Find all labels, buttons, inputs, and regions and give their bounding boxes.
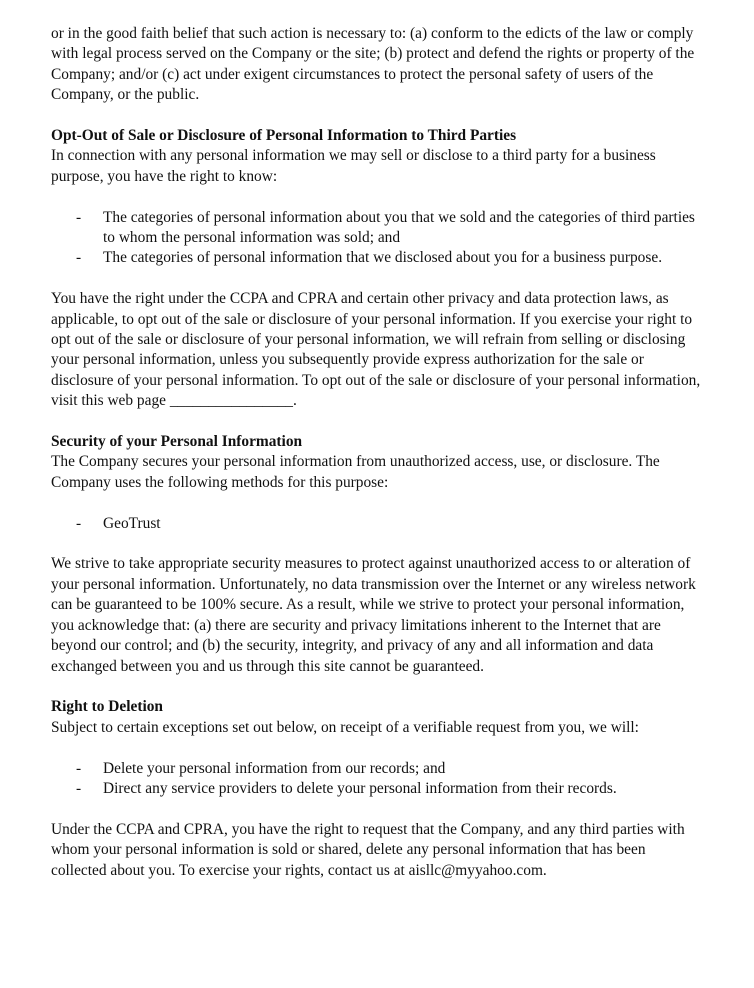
section-lead: Subject to certain exceptions set out below, on receipt of a verifiable request from you, we will: [51, 718, 639, 736]
list-item-text: Delete your personal information from our records; and [103, 759, 446, 777]
list-item [51, 514, 701, 534]
list-item [51, 248, 701, 268]
list-item [51, 759, 701, 779]
paragraph-gap [51, 269, 701, 289]
bullet-list [51, 514, 701, 534]
list-item [51, 208, 701, 249]
bullet-list [51, 208, 701, 269]
paragraph-gap [51, 187, 701, 207]
paragraph-gap [51, 412, 701, 432]
list-item-text: Direct any service providers to delete your personal information from their records. [103, 779, 617, 797]
paragraph-gap [51, 677, 701, 697]
section-closing: Under the CCPA and CPRA, you have the right to request that the Company, and any third parties with whom your personal information is sold or shared, delete any personal information that has been collected about you. To exercise your rights, contact us at aisllc@myyahoo.com. [51, 820, 685, 879]
section-heading: Security of your Personal Information [51, 433, 303, 451]
list-item [51, 779, 701, 799]
list-item-text: The categories of personal information about you that we sold and the categories of third parties to whom the personal information was sold; and [103, 208, 695, 247]
section-closing: You have the right under the CCPA and CPRA and certain other privacy and data protection laws, as applicable, to opt out of the sale or disclosure of your personal information. If you exercise your right to opt out of the sale or disclosure of your personal information, we will refrain from selling or disclosing your personal information, unless you subsequently provide express authorization for the sale or disclosure of your personal information. To opt out of the sale or disclosure of your personal information, visit this web page ________________. [51, 290, 701, 410]
dash-marker: - [76, 208, 82, 226]
section-heading: Opt-Out of Sale or Disclosure of Personal Information to Third Parties [51, 127, 517, 145]
section-heading: Right to Deletion [51, 698, 163, 716]
section-lead: The Company secures your personal information from unauthorized access, use, or disclosure. The Company uses the following methods for this purpose: [51, 453, 660, 491]
dash-marker: - [76, 779, 82, 797]
dash-marker: - [76, 514, 82, 532]
section-closing: We strive to take appropriate security measures to protect against unauthorized access to or alteration of your personal information. Unfortunately, no data transmission over the Internet or any wireless network can be guaranteed to be 100% secure. As a result, while we strive to protect your personal information, you acknowledge that: (a) there are security and privacy limitations inherent to the Internet that are beyond our control; and (b) the security, integrity, and privacy of any and all information and data exchanged between you and us through this site cannot be guaranteed. [51, 555, 696, 675]
paragraph-gap [51, 534, 701, 554]
dash-marker: - [76, 759, 82, 777]
list-item-text: GeoTrust [103, 514, 161, 532]
section-opt-out [51, 126, 701, 412]
paragraph-gap [51, 738, 701, 758]
bullet-list [51, 759, 701, 800]
section-lead: In connection with any personal information we may sell or disclose to a third party for a business purpose, you have the right to know: [51, 147, 656, 185]
paragraph-gap [51, 106, 701, 126]
paragraph-gap [51, 799, 701, 819]
intro-paragraph: or in the good faith belief that such action is necessary to: (a) conform to the edicts of the law or comply with legal process served on the Company or the site; (b) protect and defend the rights or property of the Company; and/or (c) act under exigent circumstances to protect the personal safety of users of the Company, or the public. [51, 25, 695, 104]
list-item-text: The categories of personal information that we disclosed about you for a business purpose. [103, 249, 663, 267]
dash-marker: - [76, 249, 82, 267]
section-security [51, 432, 701, 677]
section-deletion [51, 697, 701, 881]
paragraph-gap [51, 493, 701, 513]
document-page [51, 24, 701, 881]
